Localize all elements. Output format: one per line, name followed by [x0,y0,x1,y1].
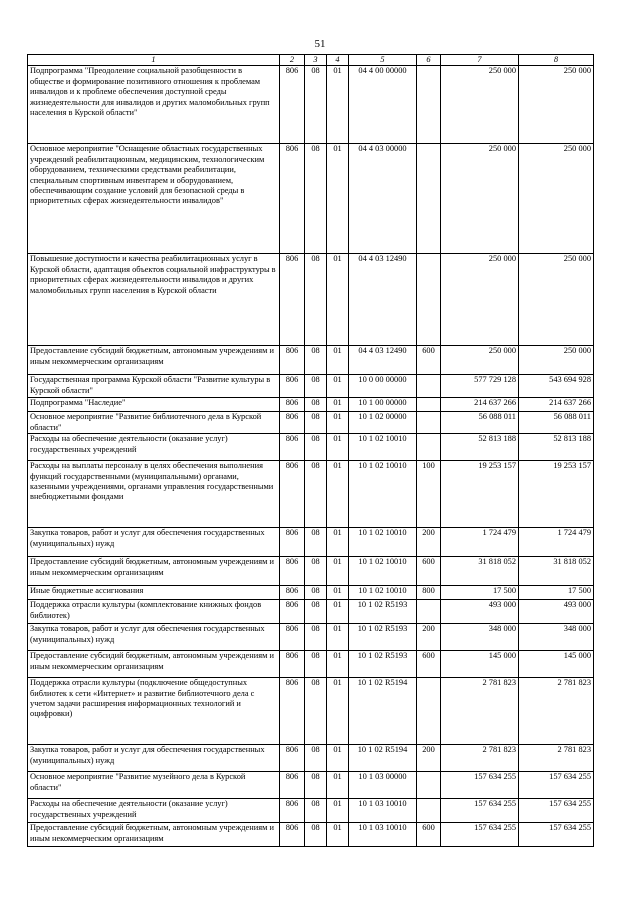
amount-year-1-cell: 157 634 255 [441,799,519,823]
subsection-code-cell: 01 [327,412,349,434]
column-header: 5 [349,55,417,66]
row-name-cell: Государственная программа Курской области "Развитие культуры в Курской области" [28,375,280,398]
expense-type-code-cell [417,375,441,398]
row-name-cell: Предоставление субсидий бюджетным, автономным учреждениям и иным некоммерческим организациям [28,346,280,375]
row-name-cell: Поддержка отрасли культуры (подключение общедоступных библиотек к сети «Интернет» и развитие библиотечного дела с учетом задачи расширения информационных технологий и оцифровки) [28,678,280,745]
target-article-code-cell: 10 1 02 00000 [349,412,417,434]
ministry-code-cell: 806 [280,528,305,557]
header-row [28,55,594,66]
amount-year-2-cell: 31 818 052 [519,557,594,586]
expense-type-code-cell: 200 [417,528,441,557]
table-row [28,772,594,799]
target-article-code-cell: 10 1 00 00000 [349,398,417,412]
expense-type-code-cell: 600 [417,823,441,847]
target-article-code-cell: 10 1 02 10010 [349,586,417,600]
amount-year-1-cell: 1 724 479 [441,528,519,557]
expense-type-code-cell [417,254,441,346]
subsection-code-cell: 01 [327,66,349,144]
subsection-code-cell: 01 [327,772,349,799]
amount-year-2-cell: 19 253 157 [519,461,594,528]
section-code-cell: 08 [305,434,327,461]
ministry-code-cell: 806 [280,624,305,651]
amount-year-2-cell: 493 000 [519,600,594,624]
expense-type-code-cell [417,412,441,434]
ministry-code-cell: 806 [280,586,305,600]
table-row [28,678,594,745]
row-name-cell: Основное мероприятие "Оснащение областных государственных учреждений реабилитационным, медицинским, технологическим оборудованием, техническими средствами реабилитации, специальным спортивным инвентарем и оборудованием, обеспечивающим создание условий для безопасной среды в приоритетных сферах жизнедеятельности инвалидов" [28,144,280,254]
row-name-cell: Основное мероприятие "Развитие библиотечного дела в Курской области" [28,412,280,434]
column-header: 3 [305,55,327,66]
ministry-code-cell: 806 [280,66,305,144]
expense-type-code-cell: 200 [417,624,441,651]
section-code-cell: 08 [305,745,327,772]
ministry-code-cell: 806 [280,375,305,398]
table-body [28,66,594,847]
expense-type-code-cell [417,799,441,823]
table-row [28,586,594,600]
expense-type-code-cell: 600 [417,651,441,678]
ministry-code-cell: 806 [280,412,305,434]
amount-year-1-cell: 19 253 157 [441,461,519,528]
row-name-cell: Расходы на выплаты персоналу в целях обеспечения выполнения функций государственными (муниципальными) органами, казенными учреждениями, органами управления государственными внебюджетными фондами [28,461,280,528]
column-header: 6 [417,55,441,66]
table-row [28,799,594,823]
row-name-cell: Закупка товаров, работ и услуг для обеспечения государственных (муниципальных) нужд [28,528,280,557]
expense-type-code-cell [417,398,441,412]
target-article-code-cell: 10 1 02 10010 [349,461,417,528]
amount-year-1-cell: 214 637 266 [441,398,519,412]
section-code-cell: 08 [305,461,327,528]
table-row [28,398,594,412]
subsection-code-cell: 01 [327,678,349,745]
amount-year-2-cell: 2 781 823 [519,745,594,772]
expense-type-code-cell: 200 [417,745,441,772]
subsection-code-cell: 01 [327,398,349,412]
table-row [28,624,594,651]
expense-type-code-cell: 800 [417,586,441,600]
target-article-code-cell: 10 1 03 10010 [349,799,417,823]
target-article-code-cell: 04 4 03 12490 [349,254,417,346]
expense-type-code-cell [417,678,441,745]
ministry-code-cell: 806 [280,557,305,586]
table-row [28,528,594,557]
row-name-cell: Предоставление субсидий бюджетным, автономным учреждениям и иным некоммерческим организациям [28,557,280,586]
amount-year-2-cell: 250 000 [519,346,594,375]
ministry-code-cell: 806 [280,398,305,412]
ministry-code-cell: 806 [280,799,305,823]
target-article-code-cell: 10 1 02 10010 [349,528,417,557]
section-code-cell: 08 [305,772,327,799]
table-row [28,557,594,586]
amount-year-1-cell: 145 000 [441,651,519,678]
subsection-code-cell: 01 [327,375,349,398]
row-name-cell: Иные бюджетные ассигнования [28,586,280,600]
subsection-code-cell: 01 [327,651,349,678]
section-code-cell: 08 [305,346,327,375]
amount-year-2-cell: 2 781 823 [519,678,594,745]
section-code-cell: 08 [305,823,327,847]
table-row [28,434,594,461]
target-article-code-cell: 10 1 02 R5193 [349,651,417,678]
section-code-cell: 08 [305,624,327,651]
row-name-cell: Поддержка отрасли культуры (комплектование книжных фондов библиотек) [28,600,280,624]
amount-year-1-cell: 2 781 823 [441,745,519,772]
ministry-code-cell: 806 [280,434,305,461]
ministry-code-cell: 806 [280,651,305,678]
expense-type-code-cell [417,772,441,799]
row-name-cell: Предоставление субсидий бюджетным, автономным учреждениям и иным некоммерческим организациям [28,651,280,678]
section-code-cell: 08 [305,557,327,586]
amount-year-2-cell: 157 634 255 [519,799,594,823]
column-header: 4 [327,55,349,66]
table-row [28,66,594,144]
column-header: 7 [441,55,519,66]
amount-year-2-cell: 56 088 011 [519,412,594,434]
table-row [28,823,594,847]
section-code-cell: 08 [305,651,327,678]
subsection-code-cell: 01 [327,144,349,254]
row-name-cell: Основное мероприятие "Развитие музейного дела в Курской области" [28,772,280,799]
amount-year-1-cell: 348 000 [441,624,519,651]
amount-year-1-cell: 56 088 011 [441,412,519,434]
amount-year-1-cell: 577 729 128 [441,375,519,398]
target-article-code-cell: 10 1 02 R5194 [349,678,417,745]
section-code-cell: 08 [305,678,327,745]
amount-year-2-cell: 250 000 [519,254,594,346]
amount-year-2-cell: 145 000 [519,651,594,678]
table-row [28,346,594,375]
amount-year-1-cell: 493 000 [441,600,519,624]
target-article-code-cell: 10 0 00 00000 [349,375,417,398]
ministry-code-cell: 806 [280,600,305,624]
subsection-code-cell: 01 [327,745,349,772]
amount-year-2-cell: 348 000 [519,624,594,651]
amount-year-2-cell: 214 637 266 [519,398,594,412]
table-row [28,461,594,528]
section-code-cell: 08 [305,412,327,434]
subsection-code-cell: 01 [327,823,349,847]
expense-type-code-cell [417,600,441,624]
budget-table [27,54,594,847]
subsection-code-cell: 01 [327,624,349,651]
target-article-code-cell: 04 4 00 00000 [349,66,417,144]
table-row [28,254,594,346]
table-row [28,375,594,398]
amount-year-2-cell: 157 634 255 [519,772,594,799]
ministry-code-cell: 806 [280,745,305,772]
target-article-code-cell: 10 1 03 10010 [349,823,417,847]
amount-year-1-cell: 250 000 [441,254,519,346]
table-row [28,651,594,678]
row-name-cell: Закупка товаров, работ и услуг для обеспечения государственных (муниципальных) нужд [28,745,280,772]
ministry-code-cell: 806 [280,346,305,375]
section-code-cell: 08 [305,66,327,144]
section-code-cell: 08 [305,799,327,823]
ministry-code-cell: 806 [280,678,305,745]
ministry-code-cell: 806 [280,144,305,254]
target-article-code-cell: 10 1 02 R5193 [349,624,417,651]
amount-year-1-cell: 250 000 [441,346,519,375]
target-article-code-cell: 04 4 03 00000 [349,144,417,254]
amount-year-2-cell: 543 694 928 [519,375,594,398]
amount-year-2-cell: 52 813 188 [519,434,594,461]
row-name-cell: Повышение доступности и качества реабилитационных услуг в Курской области, адаптация объектов социальной инфраструктуры в приоритетных сферах жизнедеятельности инвалидов и других маломобильных групп населения в Курской области [28,254,280,346]
table-row [28,600,594,624]
amount-year-1-cell: 31 818 052 [441,557,519,586]
row-name-cell: Подпрограмма "Преодоление социальной разобщенности в обществе и формирование позитивного отношения к проблемам инвалидов и к проблеме обеспечения доступной среды жизнедеятельности для инвалидов и других маломобильных групп населения в Курской области" [28,66,280,144]
table-row [28,745,594,772]
column-header: 8 [519,55,594,66]
section-code-cell: 08 [305,398,327,412]
amount-year-1-cell: 17 500 [441,586,519,600]
row-name-cell: Расходы на обеспечение деятельности (оказание услуг) государственных учреждений [28,799,280,823]
table-row [28,144,594,254]
ministry-code-cell: 806 [280,254,305,346]
target-article-code-cell: 10 1 02 10010 [349,557,417,586]
expense-type-code-cell [417,66,441,144]
row-name-cell: Предоставление субсидий бюджетным, автономным учреждениям и иным некоммерческим организациям [28,823,280,847]
subsection-code-cell: 01 [327,557,349,586]
section-code-cell: 08 [305,254,327,346]
amount-year-1-cell: 250 000 [441,144,519,254]
section-code-cell: 08 [305,586,327,600]
amount-year-1-cell: 2 781 823 [441,678,519,745]
amount-year-1-cell: 52 813 188 [441,434,519,461]
target-article-code-cell: 10 1 03 00000 [349,772,417,799]
amount-year-2-cell: 250 000 [519,66,594,144]
target-article-code-cell: 04 4 03 12490 [349,346,417,375]
amount-year-1-cell: 250 000 [441,66,519,144]
subsection-code-cell: 01 [327,254,349,346]
amount-year-2-cell: 1 724 479 [519,528,594,557]
amount-year-2-cell: 17 500 [519,586,594,600]
subsection-code-cell: 01 [327,461,349,528]
target-article-code-cell: 10 1 02 R5193 [349,600,417,624]
subsection-code-cell: 01 [327,434,349,461]
section-code-cell: 08 [305,375,327,398]
ministry-code-cell: 806 [280,823,305,847]
subsection-code-cell: 01 [327,586,349,600]
amount-year-1-cell: 157 634 255 [441,772,519,799]
expense-type-code-cell [417,434,441,461]
amount-year-2-cell: 157 634 255 [519,823,594,847]
expense-type-code-cell: 100 [417,461,441,528]
amount-year-1-cell: 157 634 255 [441,823,519,847]
row-name-cell: Подпрограмма "Наследие" [28,398,280,412]
expense-type-code-cell: 600 [417,346,441,375]
table-row [28,412,594,434]
section-code-cell: 08 [305,144,327,254]
subsection-code-cell: 01 [327,600,349,624]
amount-year-2-cell: 250 000 [519,144,594,254]
ministry-code-cell: 806 [280,461,305,528]
target-article-code-cell: 10 1 02 R5194 [349,745,417,772]
section-code-cell: 08 [305,600,327,624]
subsection-code-cell: 01 [327,346,349,375]
row-name-cell: Расходы на обеспечение деятельности (оказание услуг) государственных учреждений [28,434,280,461]
expense-type-code-cell [417,144,441,254]
column-header: 2 [280,55,305,66]
page-number: 51 [314,38,326,50]
expense-type-code-cell: 600 [417,557,441,586]
target-article-code-cell: 10 1 02 10010 [349,434,417,461]
ministry-code-cell: 806 [280,772,305,799]
subsection-code-cell: 01 [327,799,349,823]
column-header: 1 [28,55,280,66]
subsection-code-cell: 01 [327,528,349,557]
section-code-cell: 08 [305,528,327,557]
row-name-cell: Закупка товаров, работ и услуг для обеспечения государственных (муниципальных) нужд [28,624,280,651]
